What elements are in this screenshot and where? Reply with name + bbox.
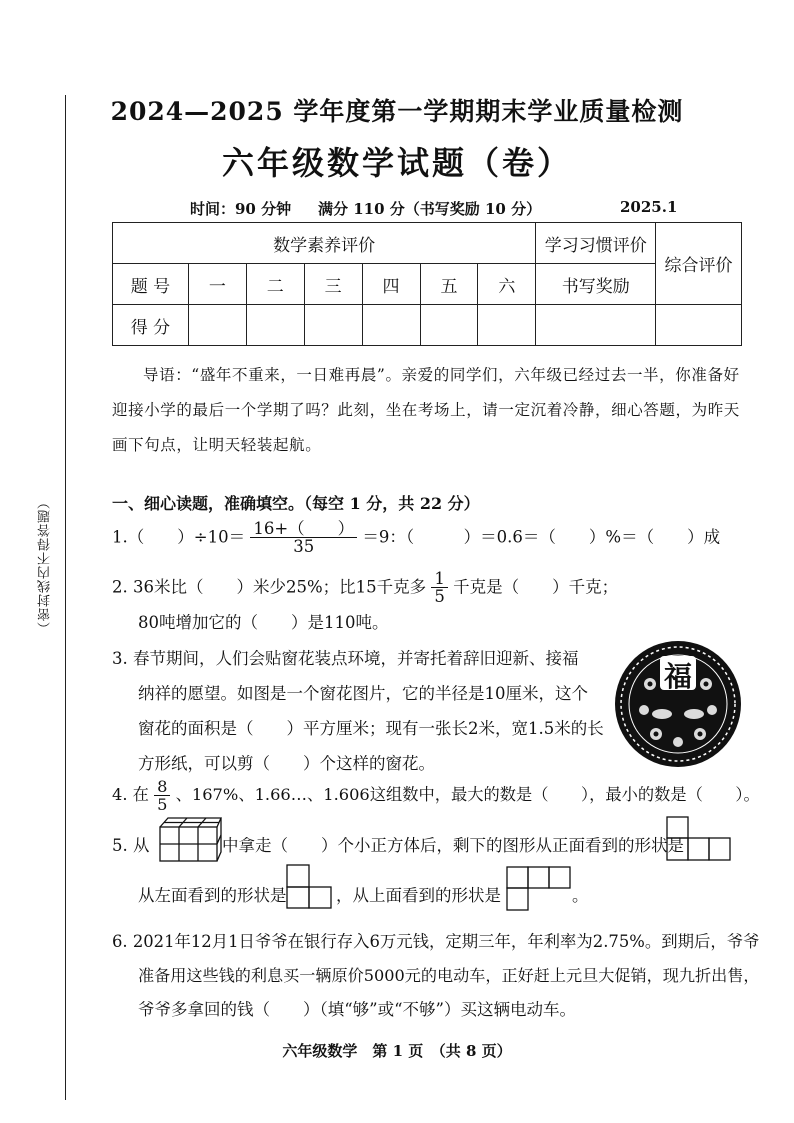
q4-text-a: 4. 在 bbox=[112, 785, 149, 805]
q1-fraction bbox=[250, 520, 357, 556]
section-1-heading: 一、细心读题，准确填空。（每空 1 分，共 22 分） bbox=[112, 494, 480, 513]
col-6: 六 bbox=[478, 264, 536, 305]
score-cell-3[interactable] bbox=[304, 305, 362, 346]
score-cell-1[interactable] bbox=[188, 305, 246, 346]
col-3: 三 bbox=[304, 264, 362, 305]
seal-line-note: （密封线内不得答题） bbox=[38, 495, 53, 635]
col-1: 一 bbox=[188, 264, 246, 305]
q2-frac-den: 5 bbox=[434, 587, 445, 607]
question-6-line-2: 准备用这些钱的利息买一辆原价5000元的电动车，正好赶上元旦大促销，现九折出售， bbox=[138, 966, 760, 985]
score-table bbox=[112, 222, 742, 346]
question-3-line-1: 3. 春节期间，人们会贴窗花装点环境，并寄托着辞旧迎新、接福 bbox=[112, 649, 579, 668]
exam-title: 2024—2025 学年度第一学期期末学业质量检测 bbox=[110, 97, 684, 126]
question-1 bbox=[112, 520, 720, 556]
exam-time: 时间：90 分钟 bbox=[190, 200, 292, 218]
question-4 bbox=[112, 778, 760, 813]
intro-text: 导语：“盛年不重来，一日难再晨”。亲爱的同学们，六年级已经过去一半，你准备好迎接小学的最后一个学期了吗？此刻，坐在考场上，请一定沉着冷静，细心答题，为昨天画下句点，让明天轻装起航。 bbox=[112, 366, 740, 454]
q2-fraction bbox=[431, 570, 448, 606]
q2-frac-num: 1 bbox=[431, 570, 448, 588]
q1-frac-num: 16+（ ） bbox=[250, 520, 357, 538]
question-5-text-d: ，从上面看到的形状是 bbox=[336, 886, 501, 905]
q4-frac-den: 5 bbox=[157, 795, 168, 815]
col-4: 四 bbox=[362, 264, 420, 305]
q4-frac-num: 8 bbox=[154, 778, 170, 796]
question-3-line-3: 窗花的面积是（ ）平方厘米；现有一张长2米，宽1.5米的长 bbox=[138, 719, 604, 738]
question-5-text-a: 5. 从 bbox=[112, 836, 150, 855]
front-view-shape bbox=[666, 816, 732, 862]
question-6-line-3: 爷爷多拿回的钱（ ）（填“够”或“不够”）买这辆电动车。 bbox=[138, 1000, 576, 1019]
question-2-line-2: 80吨增加它的（ ）是110吨。 bbox=[138, 613, 389, 632]
score-cell-4[interactable] bbox=[362, 305, 420, 346]
window-paper-cut-image bbox=[612, 638, 744, 770]
question-6-line-1: 6. 2021年12月1日爷爷在银行存入6万元钱，定期三年，年利率为2.75%。到期后，爷爷 bbox=[112, 932, 760, 951]
question-5-text-b: 中拿走（ ）个小正方体后，剩下的图形从正面看到的形状是 bbox=[222, 836, 684, 855]
row-label-score: 得 分 bbox=[113, 305, 189, 346]
score-cell-5[interactable] bbox=[420, 305, 478, 346]
top-view-shape bbox=[506, 866, 574, 912]
col-writing-award: 书写奖励 bbox=[536, 264, 656, 305]
q1-text-a: 1.（ ）÷10＝ bbox=[112, 527, 246, 547]
score-cell-6[interactable] bbox=[478, 305, 536, 346]
col-2: 二 bbox=[246, 264, 304, 305]
fu-character: 福 bbox=[663, 660, 692, 693]
row-label-question: 题 号 bbox=[113, 264, 189, 305]
q2-text-b: 千克是（ ）千克； bbox=[453, 577, 619, 597]
header-math-literacy: 数学素养评价 bbox=[113, 223, 536, 264]
left-view-shape bbox=[286, 864, 334, 910]
question-2 bbox=[112, 570, 618, 606]
question-3-line-4: 方形纸，可以剪（ ）个这样的窗花。 bbox=[138, 754, 435, 773]
score-cell-overall[interactable] bbox=[656, 305, 742, 346]
question-5-text-e: 。 bbox=[572, 886, 589, 905]
header-study-habits: 学习习惯评价 bbox=[536, 223, 656, 264]
q4-fraction bbox=[154, 778, 170, 813]
q1-frac-den: 35 bbox=[293, 537, 315, 557]
exam-full-score: 满分 110 分（书写奖励 10 分） bbox=[318, 200, 542, 218]
page-footer: 六年级数学 第 1 页 （共 8 页） bbox=[282, 1042, 512, 1060]
exam-date: 2025.1 bbox=[620, 198, 678, 216]
cube-stack-figure bbox=[156, 815, 222, 863]
exam-subtitle: 六年级数学试题（卷） bbox=[221, 144, 572, 182]
header-overall: 综合评价 bbox=[656, 223, 742, 305]
q1-text-b: ＝9：（ ）＝0.6＝（ ）%＝（ ）成 bbox=[362, 527, 721, 547]
score-cell-writing[interactable] bbox=[536, 305, 656, 346]
q4-text-b: 、167%、1.66…、1.606这组数中，最大的数是（ ），最小的数是（ ）。 bbox=[175, 785, 760, 805]
question-5-text-c: 从左面看到的形状是 bbox=[138, 886, 287, 905]
question-3-line-2: 纳祥的愿望。如图是一个窗花图片，它的半径是10厘米，这个 bbox=[138, 684, 588, 703]
score-cell-2[interactable] bbox=[246, 305, 304, 346]
col-5: 五 bbox=[420, 264, 478, 305]
q2-text-a: 2. 36米比（ ）米少25%；比15千克多 bbox=[112, 577, 427, 597]
